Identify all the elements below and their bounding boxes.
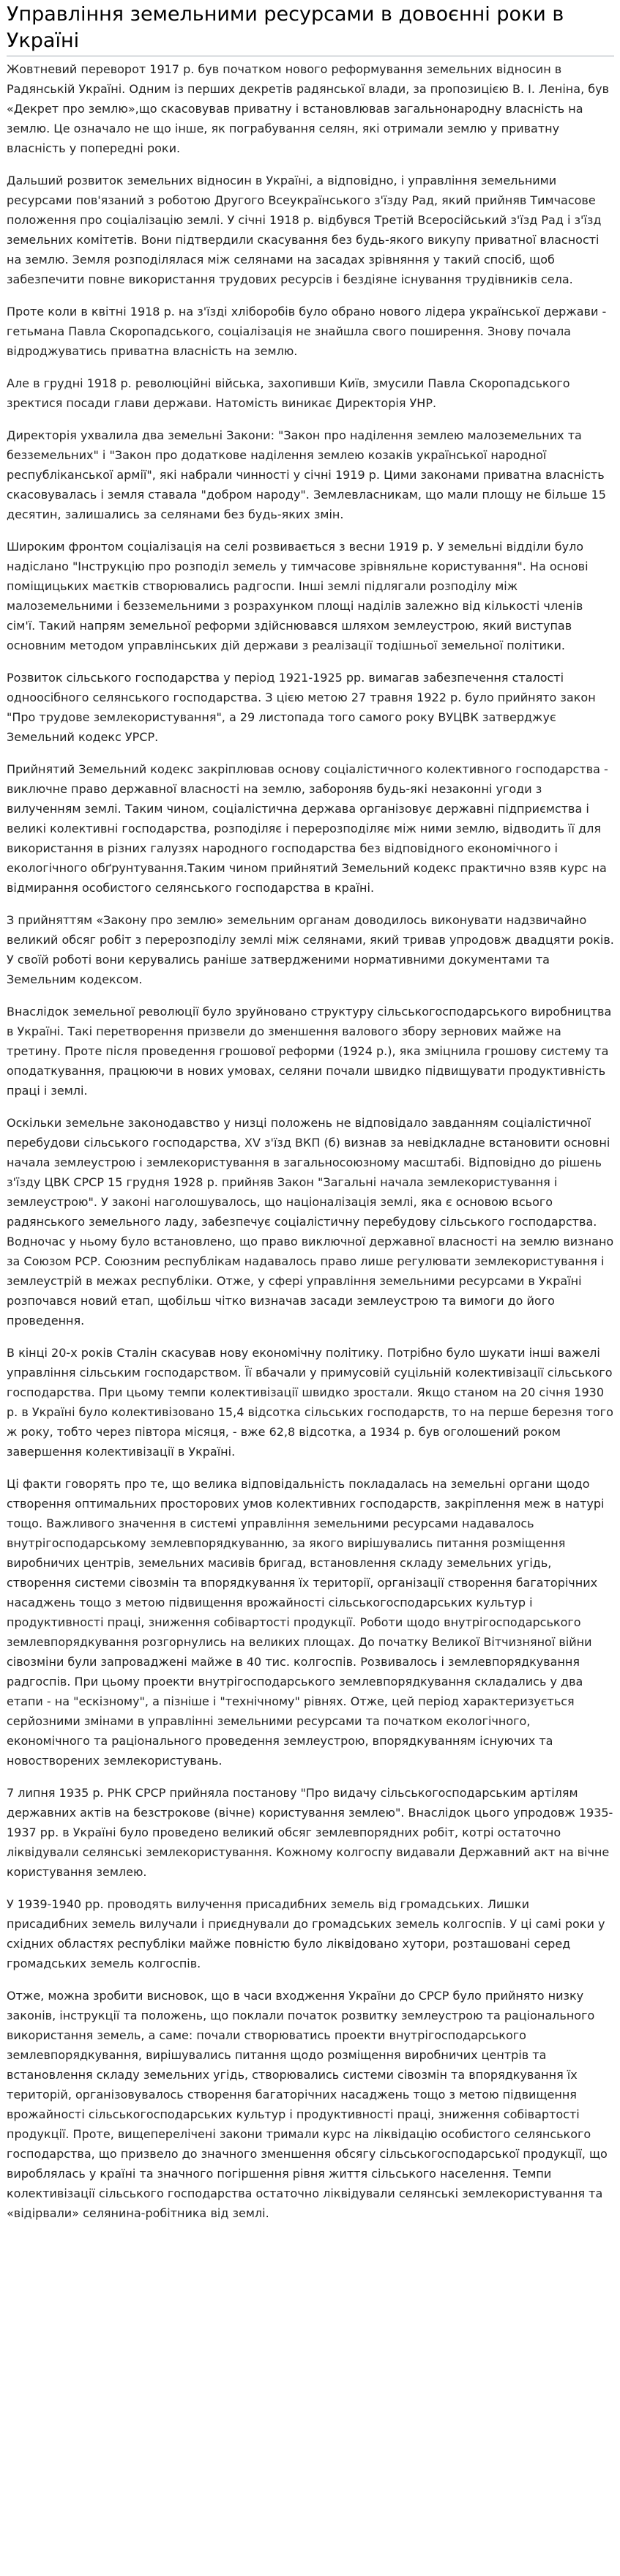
paragraph: 7 липня 1935 р. РНК СРСР прийняла постанову "Про видачу сільськогосподарським артілям державних актів на безстрокове (вічне) користування землею". Внаслідок цього упродовж 1935-1937 рр. в Україні було проведено великий обсяг землевпорядних робіт, котрі остаточно ліквідували селянські землекористування. Кожному колгоспу видавали Державний акт на вічне користування землею. [7, 1786, 613, 1879]
paragraph: Директорія ухвалила два земельні Закони: "Закон про наділення землею малоземельних та безземельних" і "Закон про додаткове наділення землею козаків української народної республіканської армії", які набрали чинності у січні 1919 р. Цими законами приватна власність скасовувалась і земля ставала "добром народу". Землевласникам, що мали площу не більше 15 десятин, залишались за селянами без будь-яких змін. [7, 428, 606, 521]
article-title: Управління земельними ресурсами в довоєнні роки в Україні [7, 1, 614, 56]
paragraph: Широким фронтом соціалізація на селі розвивається з весни 1919 р. У земельні відділи було надіслано "Інструкцію про розподіл земель у тимчасове зрівняльне користування". На основі поміщицьких маєтків створювались радгоспи. Інші землі підлягали розподілу між малоземельними і безземельними з розрахунком площі наділів залежно від кількості членів сім'ї. Такий напрям земельної реформи здійснювався шляхом землеустрою, який виступав основним методом управлінських дій держави з реалізації тодішньої земельної політики. [7, 540, 589, 652]
article-body [7, 59, 614, 2223]
paragraph: З прийняттям «Закону про землю» земельним органам доводилось виконувати надзвичайно великий обсяг робіт з перерозподілу землі між селянами, який тривав упродовж двадцяти років. У своїй роботі вони керувались раніше затвердженими нормативними документами та Земельним кодексом. [7, 913, 614, 986]
paragraph: Прийнятий Земельний кодекс закріплював основу соціалістичного колективного господарства - виключне право державної власності на землю, забороняв будь-які незаконні угоди з вилученням землі. Таким чином, соціалістична держава організовує державні підприємства і великі колективні господарства, розподіляє і перерозподіляє між ними землю, відводить її для використання в різних галузях народного господарства без відповідного економічного і екологічного обґрунтування.Таким чином прийнятий Земельний кодекс практично взяв курс на відмирання особистого селянського господарства в країні. [7, 762, 608, 895]
paragraph: Але в грудні 1918 р. революційні війська, захопивши Київ, змусили Павла Скоропадського зректися посади глави держави. Натомість виникає Директорія УНР. [7, 376, 570, 410]
paragraph: Проте коли в квітні 1918 р. на з'їзді хліборобів було обрано нового лідера української держави - гетьмана Павла Скоропадського, соціалізація не знайшла свого поширення. Знову почала відроджуватись приватна власність на землю. [7, 305, 607, 358]
paragraph: Ці факти говорять про те, що велика відповідальність покладалась на земельні органи щодо створення оптимальних просторових умов колективних господарств, закріплення меж в натурі тощо. Важливого значення в системі управління земельними ресурсами надавалось внутрігосподарському землевпорядкуванню, за якого вирішувались питання розміщення виробничих центрів, земельних масивів бригад, встановлення складу земельних угідь, створення системи сівозмін та впорядкування їх території, організації створення багаторічних насаджень тощо з метою підвищення врожайності сільськогосподарських культур і продуктивності праці, зниження собівартості продукції. Роботи щодо внутрігосподарського землевпорядкування розгорнулись на великих площах. До початку Великої Вітчизняної війни сівозміни були запроваджені майже в 40 тис. колгоспів. Розвивалось і землевпорядкування радгоспів. При цьому проекти внутрігосподарського землевпорядкування складались у два етапи - на "ескізному", а пізніше і "технічному" рівнях. Отже, цей період характеризується серйозними змінами в управлінні земельними ресурсами та початком екологічного, економічного та раціонального проведення землеустрою, впорядкуванням існуючих та новостворених землекористувань. [7, 1477, 605, 1768]
paragraph: Отже, можна зробити висновок, що в часи входження України до СРСР було прийнято низку законів, інструкції та положень, що поклали початок розвитку землеустрою та раціонального використання земель, а саме: почали створюватись проекти внутрігосподарського землевпорядкування, вирішувались питання щодо розміщення виробничих центрів та встановлення складу земельних угідь, створювались системи сівозмін та впорядкування їх територій, організовувалось створення багаторічних насаджень тощо з метою підвищення врожайності сільськогосподарських культур і продуктивності праці, зниження собівартості продукції. Проте, вищеперелічені закони тримали курс на ліквідацію особистого селянського господарства, що призвело до значного зменшення обсягу сільськогосподарської продукції, що вироблялась у країні та значного погіршення рівня життя сільського населення. Темпи колективізації сільського господарства остаточно ліквідували селянські землекористування та «відірвали» селянина-робітника від землі. [7, 1989, 608, 2220]
paragraph: Внаслідок земельної революції було зруйновано структуру сільськогосподарського виробництва в Україні. Такі перетворення призвели до зменшення валового збору зернових майже на третину. Проте після проведення грошової реформи (1924 р.), яка зміцнила грошову систему та оподаткування, працюючи в нових умовах, селяни почали швидко підвищувати продуктивність праці і землі. [7, 1005, 612, 1098]
paragraph: В кінці 20-х років Сталін скасував нову економічну політику. Потрібно було шукати інші важелі управління сільським господарством. Її вбачали у примусовій суцільній колективізації сільського господарства. При цьому темпи колективізації швидко зростали. Якщо станом на 20 січня 1930 р. в Україні було колективізовано 15,4 відсотка сільських господарств, то на перше березня того ж року, тобто через півтора місяця, - вже 62,8 відсотка, а 1934 р. був оголошений роком завершення колективізації в Україні. [7, 1346, 613, 1459]
paragraph: Оскільки земельне законодавство у низці положень не відповідало завданням соціалістичної перебудови сільського господарства, XV з'їзд ВКП (б) визнав за невідкладне встановити основні начала землеустрою і землекористування в загальносоюзному масштабі. Відповідно до рішень з'їзду ЦВК СРСР 15 грудня 1928 р. прийняв Закон "Загальні начала землекористування і землеустрою". У законі наголошувалось, що націоналізація землі, яка є основою всього радянського земельного ладу, забезпечує соціалістичну перебудову сільського господарства. Водночас у ньому було встановлено, що право виключної державної власності на землю визнано за Союзом РСР. Союзним республікам надавалось право лише регулювати землекористування і землеустрій в межах республіки. Отже, у сфері управління земельними ресурсами в Україні розпочався новий етап, щобільш чітко визначав засади землеустрою та вимоги до його проведення. [7, 1116, 614, 1328]
paragraph: Жовтневий переворот 1917 р. був початком нового реформування земельних відносин в Радянській Україні. Одним із перших декретів радянської влади, за пропозицією В. І. Леніна, був «Декрет про землю»,що скасовував приватну і встановлював загальнонародну власність на землю. Це означало не що інше, як пограбування селян, які отримали землю у приватну власність у попередні роки. [7, 62, 610, 155]
paragraph: У 1939-1940 рр. проводять вилучення присадибних земель від громадських. Лишки присадибних земель вилучали і приєднували до громадських земель колгоспів. У ці самі роки у східних областях республіки майже повністю було ліквідовано хутори, розташовані серед громадських земель колгоспів. [7, 1897, 605, 1970]
paragraph: Розвиток сільського господарства у період 1921-1925 рр. вимагав забезпечення сталості одноосібного селянського господарства. З цією метою 27 травня 1922 р. було прийнято закон "Про трудове землекористування", а 29 листопада того самого року ВУЦВК затверджує Земельний кодекс УРСР. [7, 671, 596, 744]
paragraph: Дальший розвиток земельних відносин в Україні, а відповідно, і управління земельними ресурсами пов'язаний з роботою Другого Всеукраїнського з'їзду Рад, який прийняв Тимчасове положення про соціалізацію землі. У січні 1918 р. відбувся Третій Всеросійський з'їзд Рад і з'їзд земельних комітетів. Вони підтвердили скасування без будь-якого викупу приватної власності на землю. Земля розподілялася між селянами на засадах зрівняння у такий спосіб, щоб забезпечити повне використання трудових ресурсів і бездіяне існування трудівників села. [7, 174, 602, 286]
